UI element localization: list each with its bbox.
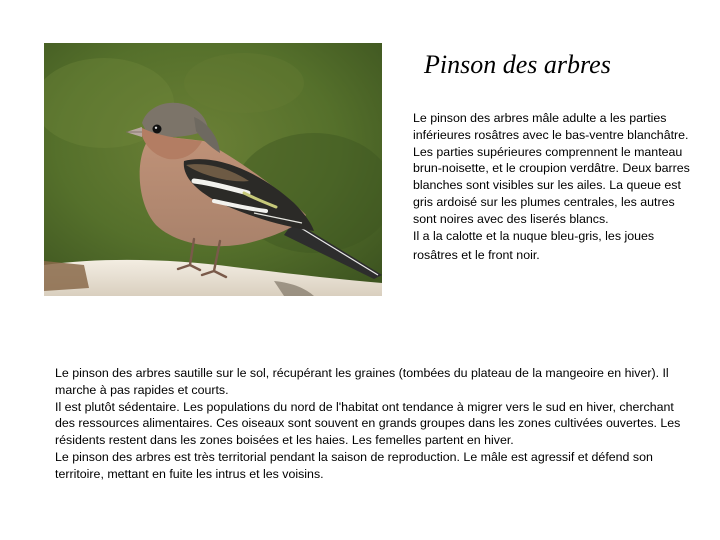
behavior-paragraph: Le pinson des arbres est très territorial pendant la saison de reproduction. Le mâle est agressif et défend son territoire, mettant en fuite les intrus et les voisins. — [55, 449, 653, 481]
behavior-text-segment: du nord de l'habitat ont tendance à migrer vers le sud en hiver, cherchant des ressources alimentaires. Ces oiseaux sont souvent en grands groupes dans les zones cultivées ouvertes. Les résidents restent dans les zones boisées et les haies. Les femelles partent en hiver. — [55, 399, 681, 448]
description-column — [413, 110, 695, 264]
bird-eye — [153, 125, 162, 134]
description-paragraph: rosâtres et le front noir. — [413, 248, 540, 263]
description-paragraph: Le pinson des arbres mâle adulte a les parties inférieures rosâtres avec le bas-ventre blanchâtre. Les parties supérieures comprennent le manteau brun-noisette, et le croupion verdâtre. Deux barres blanches sont visibles sur les ailes. La queue est gris ardoisé sur les plumes centrales, les autres sont noires avec des liserés blancs. — [413, 111, 690, 226]
behavior-paragraph — [55, 399, 695, 449]
chaffinch-illustration — [44, 43, 382, 296]
behavior-paragraph: Le pinson des arbres sautille sur le sol, récupérant les graines (tombées du plateau de la mangeoire en hiver). Il marche à pas rapides et courts. — [55, 366, 669, 397]
page-title: Pinson des arbres — [424, 50, 611, 79]
description-paragraph: Il a la calotte et la nuque bleu-gris, les joues — [413, 228, 655, 243]
behavior-text — [55, 365, 695, 483]
chaffinch-photo — [44, 43, 382, 296]
behavior-text-segment: Il est plutôt sédentaire. Les populations — [55, 399, 274, 414]
